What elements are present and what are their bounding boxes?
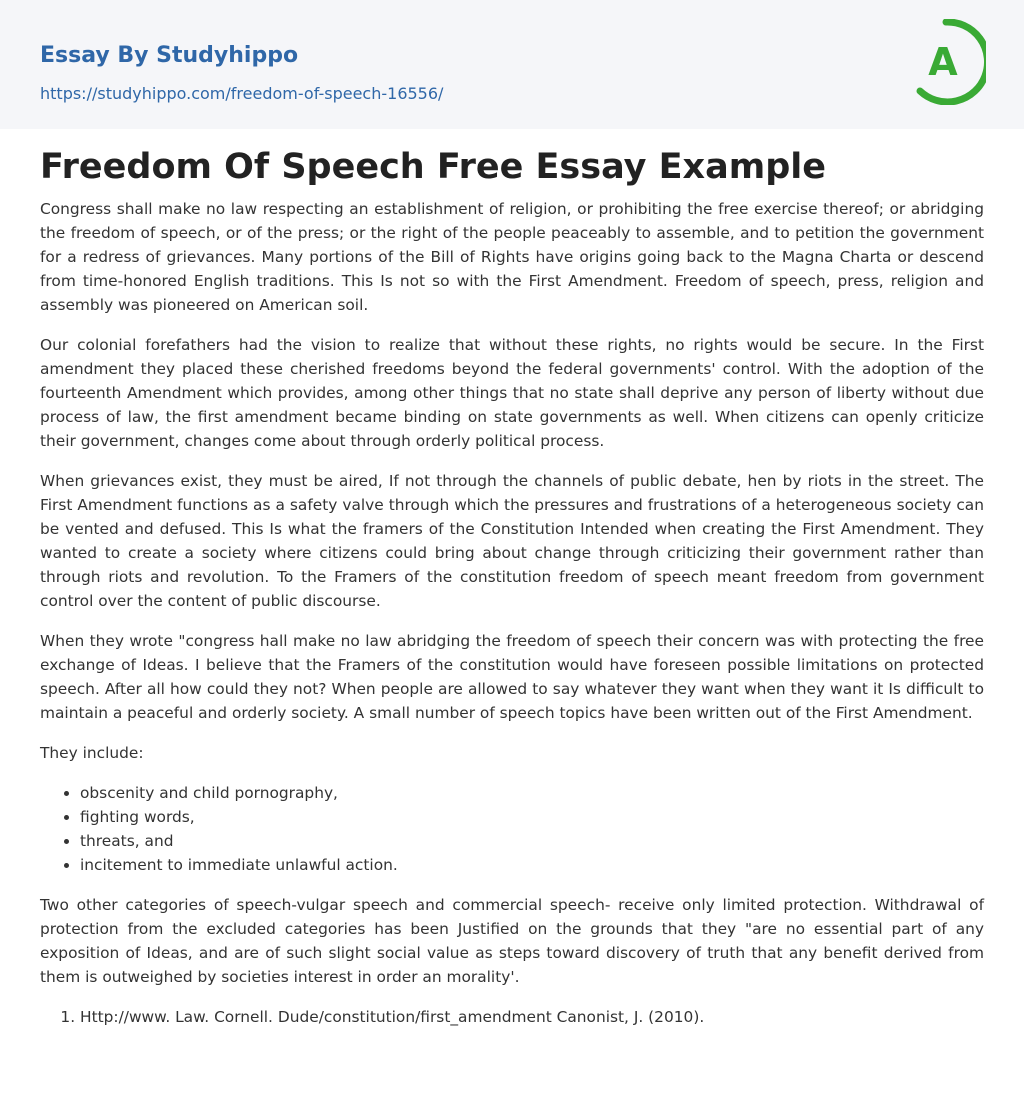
paragraph: Two other categories of speech-vulgar speech and commercial speech- receive only limited protection. Withdrawal of protection from the excluded categories has been Justified on the grounds that they "are no essential part of any exposition of Ideas, and are of such slight social value as steps toward discovery of truth that any benefit derived from them is outweighed by societies interest in order an morality'. xyxy=(40,896,984,986)
excluded-speech-list xyxy=(40,781,984,877)
reference-list xyxy=(40,1005,984,1029)
logo-letter: A xyxy=(928,40,958,84)
studyhippo-logo-icon[interactable] xyxy=(916,19,986,105)
article xyxy=(0,129,1024,1029)
list-item: • obscenity and child pornography, xyxy=(80,781,984,805)
paragraph: When they wrote "congress hall make no law abridging the freedom of speech their concern was with protecting the free exchange of Ideas. I believe that the Framers of the constitution would have foreseen possible limitations on protected speech. After all how could they not? When people are allowed to say whatever they want when they want it Is difficult to maintain a peaceful and orderly society. A small number of speech topics have been written out of the First Amendment. xyxy=(40,632,984,722)
reference-item: 1. Http://www. Law. Cornell. Dude/constitution/first_amendment Canonist, J. (2010). xyxy=(80,1005,984,1029)
paragraph: Congress shall make no law respecting an establishment of religion, or prohibiting the free exercise thereof; or abridging the freedom of speech, or of the press; or the right of the people peaceably to assemble, and to petition the government for a redress of grievances. Many portions of the Bill of Rights have origins going back to the Magna Charta or descend from time-honored English traditions. This Is not so with the First Amendment. Freedom of speech, press, religion and assembly was pioneered on American soil. xyxy=(40,200,984,314)
site-brand[interactable]: Essay By Studyhippo xyxy=(40,43,299,68)
page-url-link[interactable]: https://studyhippo.com/freedom-of-speech-16556/ xyxy=(40,84,444,103)
list-item: • incitement to immediate unlawful action. xyxy=(80,853,984,877)
paragraph: They include: xyxy=(40,744,144,762)
list-item: • threats, and xyxy=(80,829,984,853)
list-item: • fighting words, xyxy=(80,805,984,829)
paragraph: Our colonial forefathers had the vision to realize that without these rights, no rights would be secure. In the First amendment they placed these cherished freedoms beyond the federal governments' control. With the adoption of the fourteenth Amendment which provides, among other things that no state shall deprive any person of liberty without due process of law, the first amendment became binding on state governments as well. When citizens can openly criticize their government, changes come about through orderly political process. xyxy=(40,336,984,450)
paragraph: When grievances exist, they must be aired, If not through the channels of public debate, hen by riots in the street. The First Amendment functions as a safety valve through which the pressures and frustrations of a heterogeneous society can be vented and defused. This Is what the framers of the Constitution Intended when creating the First Amendment. They wanted to create a society where citizens could bring about change through criticizing their government rather than through riots and revolution. To the Framers of the constitution freedom of speech meant freedom from government control over the content of public discourse. xyxy=(40,472,984,610)
site-header xyxy=(0,0,1024,129)
article-title: Freedom Of Speech Free Essay Example xyxy=(40,147,826,187)
